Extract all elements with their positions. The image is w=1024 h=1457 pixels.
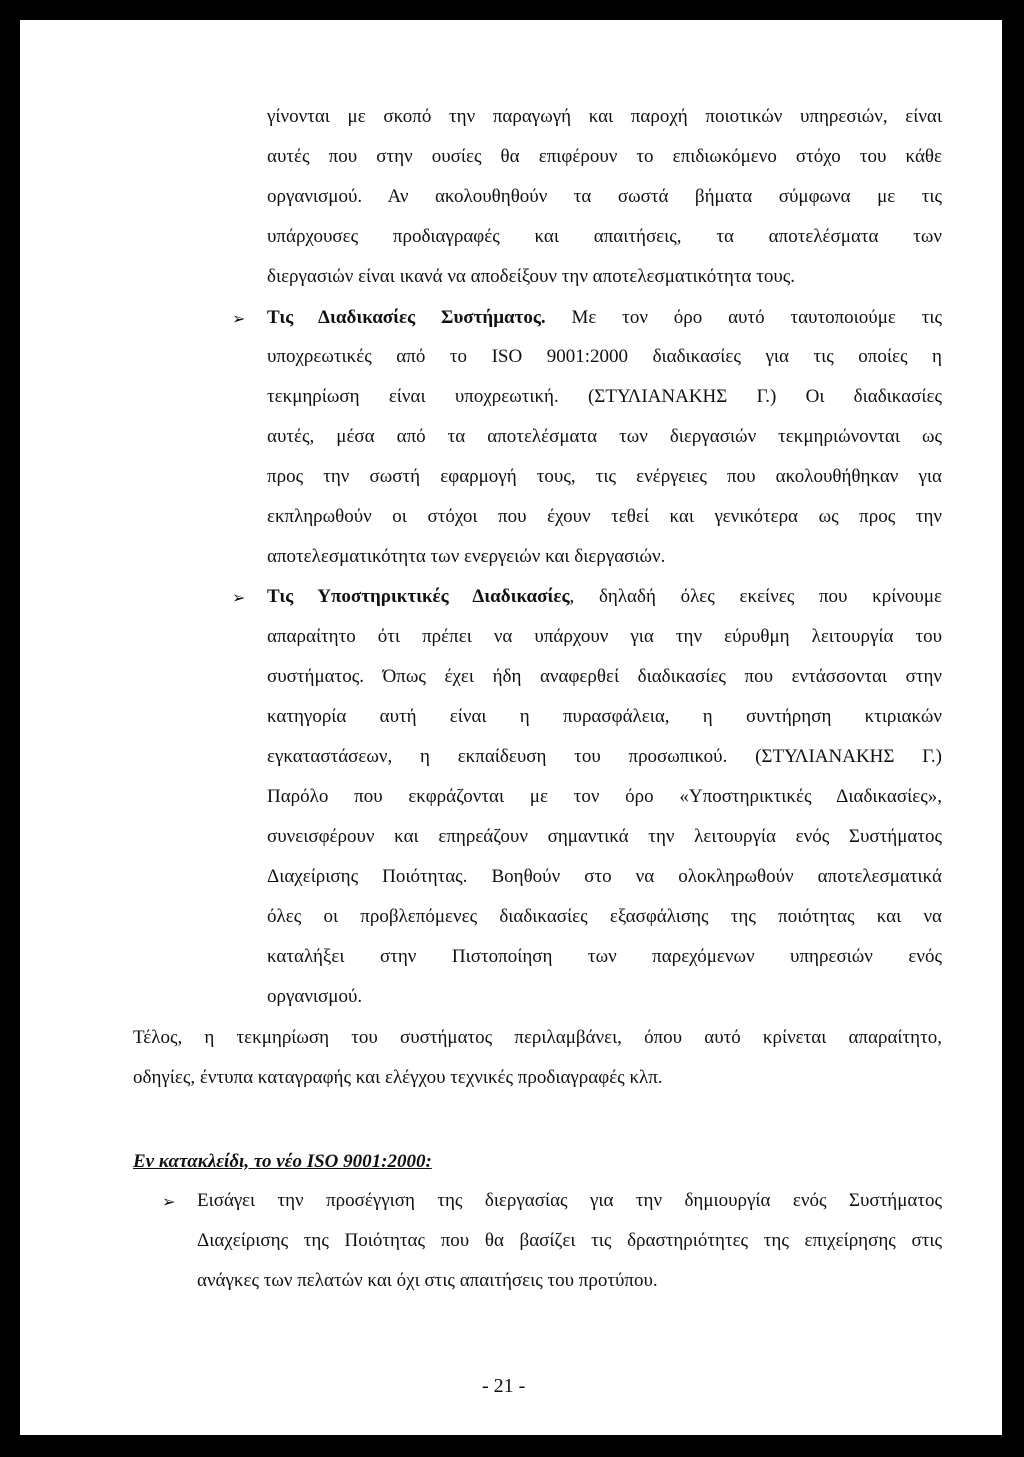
conclusion-line-2: Διαχείρισης της Ποιότητας που θα βασίζει τις δραστηριότητες της επιχείρησης στις [197, 1230, 942, 1251]
bullet-arrow-icon: ➢ [232, 309, 246, 328]
bullet2-term: Τις Διαδικασίες Συστήματος. [267, 307, 546, 328]
paragraph1-line-5: διεργασιών είναι ικανά να αποδείξουν την αποτελεσματικότητα τους. [267, 266, 796, 287]
bullet3-line-1-rest: , δηλαδή όλες εκείνες που κρίνουμε [569, 586, 942, 607]
final-paragraph-line-2: οδηγίες, έντυπα καταγραφής και ελέγχου τεχνικές προδιαγραφές κλπ. [133, 1067, 663, 1088]
bullet3-line-10: καταλήξει στην Πιστοποίηση των παρεχόμενων υπηρεσιών ενός [267, 946, 942, 967]
bullet2-line-1 [267, 306, 942, 330]
bullet3-line-8: Διαχείρισης Ποιότητας. Βοηθούν στο να ολοκληρωθούν αποτελεσματικά [267, 866, 942, 887]
bullet3-line-11: οργανισμού. [267, 986, 363, 1007]
bullet-arrow-icon: ➢ [232, 588, 246, 607]
paragraph1-line-3: οργανισμού. Αν ακολουθηθούν τα σωστά βήματα σύμφωνα με τις [267, 186, 942, 207]
bullet3-line-3: συστήματος. Όπως έχει ήδη αναφερθεί διαδικασίες που εντάσσονται στην [267, 666, 942, 687]
bullet3-line-1 [267, 585, 942, 609]
bullet3-line-2: απαραίτητο ότι πρέπει να υπάρχουν για την εύρυθμη λειτουργία του [267, 626, 942, 647]
bullet2-line-5: προς την σωστή εφαρμογή τους, τις ενέργειες που ακολουθήθηκαν για [267, 466, 942, 487]
bullet2-line-3: τεκμηρίωση είναι υποχρεωτική. (ΣΤΥΛΙΑΝΑΚΗΣ Γ.) Οι διαδικασίες [267, 386, 942, 407]
bullet2-line-2: υποχρεωτικές από το ISO 9001:2000 διαδικασίες για τις οποίες η [267, 346, 942, 367]
bullet2-line-4: αυτές, μέσα από τα αποτελέσματα των διεργασιών τεκμηριώνονται ως [267, 426, 942, 447]
bullet3-line-6: Παρόλο που εκφράζονται με τον όρο «Υποστηρικτικές Διαδικασίες», [267, 786, 942, 807]
conclusion-line-1: Εισάγει την προσέγγιση της διεργασίας για την δημιουργία ενός Συστήματος [197, 1190, 942, 1211]
bullet3-line-7: συνεισφέρουν και επηρεάζουν σημαντικά την λειτουργία ενός Συστήματος [267, 826, 942, 847]
document-page [20, 20, 1002, 1435]
paragraph1-line-1: γίνονται με σκοπό την παραγωγή και παροχή ποιοτικών υπηρεσιών, είναι [267, 106, 942, 127]
page-number: - 21 - [482, 1375, 526, 1397]
bullet3-line-4: κατηγορία αυτή είναι η πυρασφάλεια, η συντήρηση κτιριακών [267, 706, 942, 727]
paragraph1-line-4: υπάρχουσες προδιαγραφές και απαιτήσεις, τα αποτελέσματα των [267, 226, 942, 247]
bullet3-line-9: όλες οι προβλεπόμενες διαδικασίες εξασφάλισης της ποιότητας και να [267, 906, 942, 927]
bullet2-line-1-rest: Με τον όρο αυτό ταυτοποιούμε τις [545, 307, 942, 328]
bullet2-line-6: εκπληρωθούν οι στόχοι που έχουν τεθεί και γενικότερα ως προς την [267, 506, 942, 527]
conclusion-line-3: ανάγκες των πελατών και όχι στις απαιτήσεις του προτύπου. [197, 1270, 658, 1291]
bullet3-line-5: εγκαταστάσεων, η εκπαίδευση του προσωπικού. (ΣΤΥΛΙΑΝΑΚΗΣ Γ.) [267, 746, 942, 767]
paragraph1-line-2: αυτές που στην ουσίες θα επιφέρουν το επιδιωκόμενο στόχο του κάθε [267, 146, 942, 167]
bullet2-line-7: αποτελεσματικότητα των ενεργειών και διεργασιών. [267, 546, 666, 567]
bullet-arrow-icon: ➢ [162, 1192, 176, 1211]
bullet3-term: Τις Υποστηρικτικές Διαδικασίες [267, 586, 570, 607]
final-paragraph-line-1: Τέλος, η τεκμηρίωση του συστήματος περιλαμβάνει, όπου αυτό κρίνεται απαραίτητο, [133, 1027, 942, 1048]
conclusion-heading: Εν κατακλείδι, το νέο ISO 9001:2000: [133, 1151, 432, 1172]
